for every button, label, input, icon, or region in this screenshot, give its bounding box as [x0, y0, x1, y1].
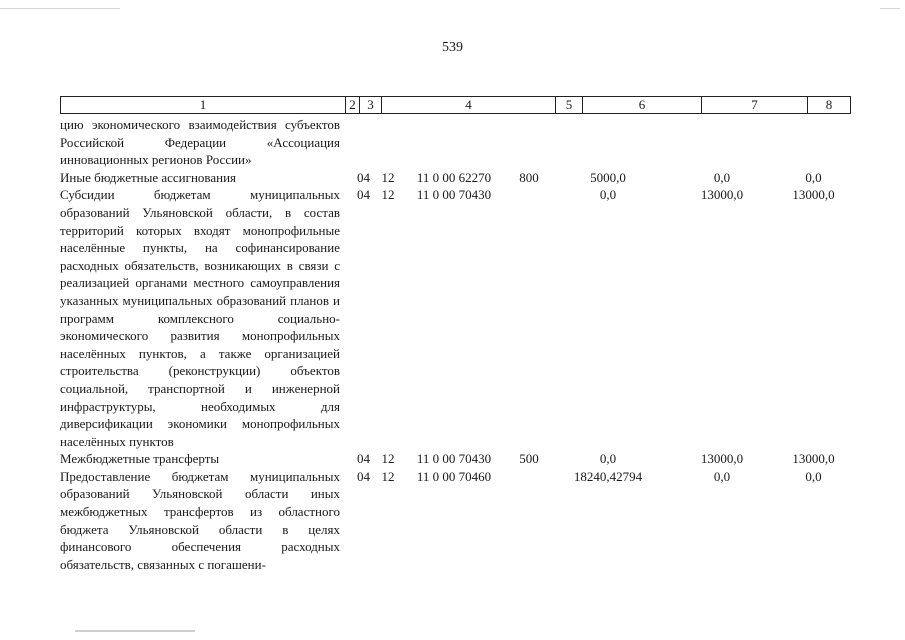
row-description: Иные бюджетные ассигнования	[60, 169, 237, 185]
header-col-4: 4	[382, 97, 556, 114]
scan-mark-top	[0, 8, 120, 9]
cell-target-code	[399, 116, 509, 169]
row-description: Предоставление бюджетам муниципальных образований Ульяновской области иных межбюджетных трансфертов из областного бюджета Ульяновской области в целях финансового обеспечения расходных обязательств, связанных с погашени-	[60, 468, 340, 572]
cell-amount-2: 13000,0	[700, 187, 744, 203]
cell-subsection	[377, 116, 399, 169]
row-description: Субсидии бюджетам муниципальных образований Ульяновской области, в состав территорий которых входят монопрофильные населённые пункты, на софинансирование расходных обязательств, возникающих в связи с реализацией органами местного самоуправления указанных муниципальных образований планов и программ комплексного социально-экономического развития монопрофильных населённых пунктов, а также организацией строительства (реконструкции) объектов социальной, транспортной и инженерной инфраструктуры, необходимых для диверсификации экономики монопрофильных населённых пунктов	[60, 187, 340, 449]
cell-expense-type: 500	[519, 451, 539, 467]
cell-amount-2: 0,0	[713, 468, 731, 484]
cell-amount-3: 13000,0	[792, 187, 835, 203]
header-col-7: 7	[702, 97, 808, 114]
header-col-2: 2	[346, 97, 360, 114]
cell-expense-type	[509, 468, 549, 574]
table-row	[60, 186, 850, 450]
page-number: 539	[442, 40, 463, 55]
scan-mark-bottom	[75, 630, 195, 632]
row-description: Межбюджетные трансферты	[60, 451, 220, 467]
cell-section: 04	[357, 169, 370, 185]
table-row	[60, 468, 850, 574]
cell-amount-1: 0,0	[599, 451, 617, 467]
cell-amount-3: 0,0	[805, 169, 822, 185]
cell-subsection: 12	[381, 468, 395, 484]
cell-amount-3: 13000,0	[792, 451, 835, 467]
header-col-1: 1	[61, 97, 346, 114]
cell-amount-2	[667, 116, 777, 169]
header-col-5: 5	[556, 97, 583, 114]
cell-section	[350, 116, 377, 169]
cell-amount-1: 5000,0	[590, 169, 626, 185]
cell-expense-type: 800	[519, 169, 539, 185]
cell-amount-3: 0,0	[805, 468, 822, 484]
header-col-6: 6	[583, 97, 702, 114]
cell-target-code: 11 0 00 70430	[416, 187, 492, 203]
budget-table	[60, 116, 850, 573]
cell-amount-2: 13000,0	[700, 451, 744, 467]
cell-section: 04	[357, 451, 370, 467]
cell-subsection: 12	[381, 169, 395, 185]
header-col-3: 3	[360, 97, 382, 114]
table-row	[60, 450, 850, 468]
cell-amount-1	[549, 116, 667, 169]
cell-section: 04	[357, 468, 370, 484]
cell-section: 04	[357, 187, 370, 203]
cell-amount-1: 0,0	[599, 187, 617, 203]
cell-target-code: 11 0 00 62270	[416, 169, 492, 185]
cell-expense-type	[509, 186, 549, 450]
header-col-8: 8	[808, 97, 851, 114]
cell-target-code: 11 0 00 70430	[416, 451, 492, 467]
row-description: цию экономического взаимодействия субъектов Российской Федерации «Ассоциация инновационных регионов России»	[60, 117, 340, 168]
cell-subsection: 12	[381, 187, 395, 203]
table-row	[60, 169, 850, 187]
table-header	[60, 96, 851, 114]
scan-mark-right	[880, 8, 900, 9]
cell-amount-1: 18240,42794	[573, 468, 643, 484]
cell-amount-2: 0,0	[713, 169, 731, 185]
cell-expense-type	[509, 116, 549, 169]
table-row	[60, 116, 850, 169]
cell-amount-3	[777, 116, 850, 169]
cell-subsection: 12	[381, 451, 395, 467]
cell-target-code: 11 0 00 70460	[416, 468, 492, 484]
